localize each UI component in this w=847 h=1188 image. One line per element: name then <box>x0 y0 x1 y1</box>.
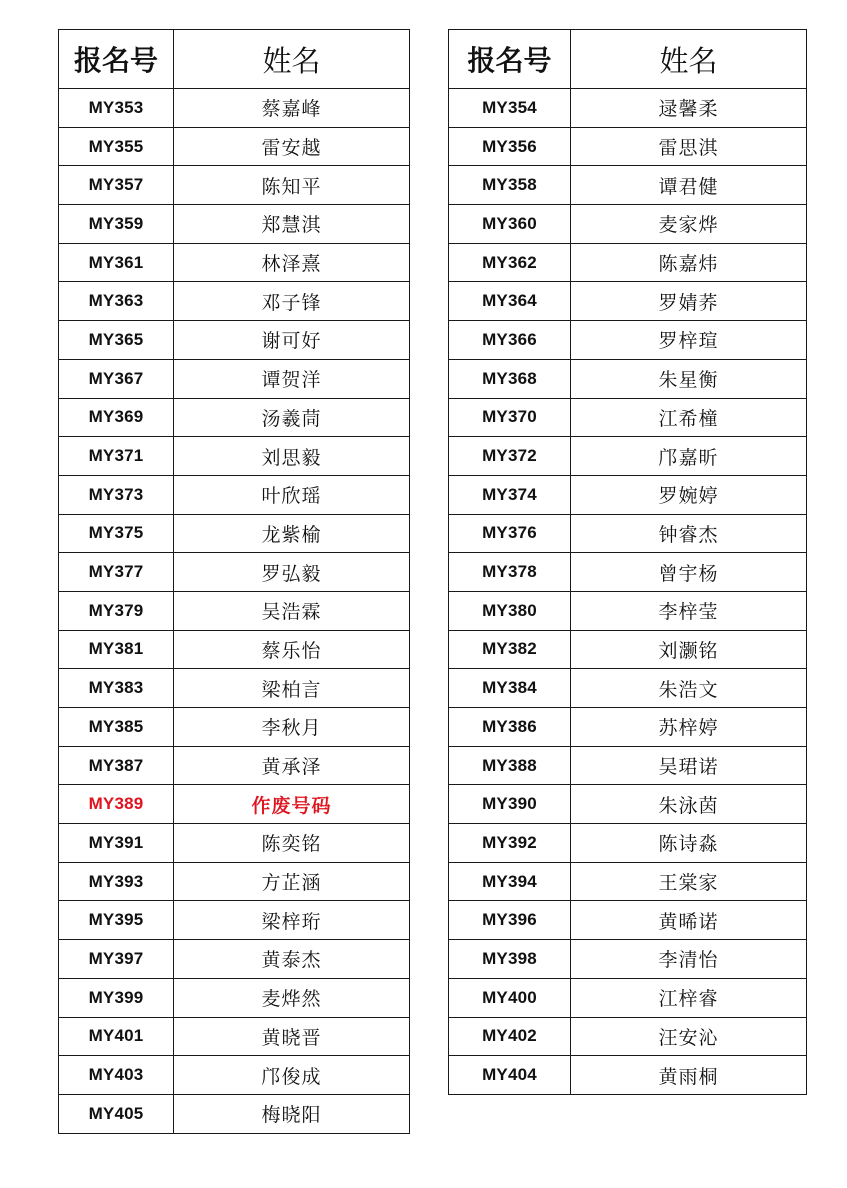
student-name: 朱浩文 <box>571 669 807 708</box>
header-row <box>449 30 807 89</box>
registration-number: MY363 <box>59 282 174 321</box>
student-name: 雷安越 <box>174 127 410 166</box>
registration-number: MY356 <box>449 127 571 166</box>
header-registration-number: 报名号 <box>449 30 571 89</box>
registration-number: MY366 <box>449 321 571 360</box>
registration-number: MY383 <box>59 669 174 708</box>
student-name: 林泽熹 <box>174 243 410 282</box>
table-row <box>59 824 410 863</box>
student-name: 邝俊成 <box>174 1056 410 1095</box>
registration-number: MY380 <box>449 591 571 630</box>
table-row <box>449 475 807 514</box>
table-row <box>59 746 410 785</box>
table-row <box>59 398 410 437</box>
student-name: 罗梓瑄 <box>571 321 807 360</box>
header-name: 姓名 <box>571 30 807 89</box>
table-row-void <box>59 785 410 824</box>
student-name: 李秋月 <box>174 708 410 747</box>
table-row <box>59 243 410 282</box>
table-row <box>449 398 807 437</box>
student-name: 郑慧淇 <box>174 205 410 244</box>
table-row <box>449 824 807 863</box>
student-name: 苏梓婷 <box>571 708 807 747</box>
registration-number: MY367 <box>59 359 174 398</box>
student-name: 逯馨柔 <box>571 89 807 128</box>
student-name: 黄晓晋 <box>174 1017 410 1056</box>
student-name: 谢可好 <box>174 321 410 360</box>
table-row <box>449 282 807 321</box>
student-name: 黄雨桐 <box>571 1056 807 1095</box>
registration-number: MY392 <box>449 824 571 863</box>
table-row <box>59 978 410 1017</box>
student-name: 梅晓阳 <box>174 1094 410 1133</box>
table-row <box>449 978 807 1017</box>
table-row <box>59 282 410 321</box>
student-name: 陈知平 <box>174 166 410 205</box>
table-row <box>59 475 410 514</box>
table-row <box>449 669 807 708</box>
registration-number: MY396 <box>449 901 571 940</box>
student-name: 吴珺诺 <box>571 746 807 785</box>
registration-number: MY355 <box>59 127 174 166</box>
table-row <box>59 514 410 553</box>
student-name: 朱星衡 <box>571 359 807 398</box>
student-name: 李梓莹 <box>571 591 807 630</box>
table-row <box>59 901 410 940</box>
student-name: 谭君健 <box>571 166 807 205</box>
student-name: 江希橦 <box>571 398 807 437</box>
student-name: 谭贺洋 <box>174 359 410 398</box>
registration-number: MY386 <box>449 708 571 747</box>
table-row <box>59 205 410 244</box>
table-row <box>449 1056 807 1095</box>
student-name: 罗婧荞 <box>571 282 807 321</box>
table-row <box>449 127 807 166</box>
student-name: 邝嘉昕 <box>571 437 807 476</box>
table-row <box>449 166 807 205</box>
registration-number: MY371 <box>59 437 174 476</box>
student-name: 黄泰杰 <box>174 940 410 979</box>
student-name: 李清怡 <box>571 940 807 979</box>
registration-number: MY377 <box>59 553 174 592</box>
student-name: 邓子锋 <box>174 282 410 321</box>
registration-number: MY379 <box>59 591 174 630</box>
student-name: 龙紫榆 <box>174 514 410 553</box>
registration-number: MY365 <box>59 321 174 360</box>
table-row <box>59 166 410 205</box>
header-name: 姓名 <box>174 30 410 89</box>
student-name: 麦家烨 <box>571 205 807 244</box>
registration-number: MY375 <box>59 514 174 553</box>
registration-number: MY354 <box>449 89 571 128</box>
student-name: 罗婉婷 <box>571 475 807 514</box>
roster-table-left <box>58 29 410 1134</box>
registration-number: MY378 <box>449 553 571 592</box>
registration-number: MY397 <box>59 940 174 979</box>
table-row <box>449 553 807 592</box>
roster-body-right <box>449 89 807 1095</box>
registration-number: MY393 <box>59 862 174 901</box>
student-name: 汤羲茼 <box>174 398 410 437</box>
table-row <box>449 437 807 476</box>
registration-number: MY400 <box>449 978 571 1017</box>
table-row <box>449 359 807 398</box>
table-row <box>59 1017 410 1056</box>
student-name: 叶欣瑶 <box>174 475 410 514</box>
student-name: 曾宇杨 <box>571 553 807 592</box>
student-name: 蔡嘉峰 <box>174 89 410 128</box>
roster-body-left <box>59 89 410 1134</box>
header-registration-number: 报名号 <box>59 30 174 89</box>
registration-number: MY402 <box>449 1017 571 1056</box>
registration-number: MY385 <box>59 708 174 747</box>
table-row <box>449 746 807 785</box>
table-row <box>59 437 410 476</box>
student-name: 陈奕铭 <box>174 824 410 863</box>
table-row <box>449 1017 807 1056</box>
table-row <box>449 940 807 979</box>
table-row <box>449 243 807 282</box>
table-row <box>449 862 807 901</box>
table-row <box>449 205 807 244</box>
registration-number: MY394 <box>449 862 571 901</box>
registration-number: MY368 <box>449 359 571 398</box>
registration-number: MY390 <box>449 785 571 824</box>
registration-number: MY374 <box>449 475 571 514</box>
header-row <box>59 30 410 89</box>
table-row <box>59 321 410 360</box>
student-name: 蔡乐怡 <box>174 630 410 669</box>
student-name: 陈嘉炜 <box>571 243 807 282</box>
table-row <box>449 785 807 824</box>
table-row <box>449 89 807 128</box>
student-name: 方芷涵 <box>174 862 410 901</box>
student-name: 汪安沁 <box>571 1017 807 1056</box>
registration-number: MY358 <box>449 166 571 205</box>
registration-number: MY357 <box>59 166 174 205</box>
registration-number: MY395 <box>59 901 174 940</box>
student-name: 罗弘毅 <box>174 553 410 592</box>
void-number-label: 作废号码 <box>174 785 410 824</box>
student-name: 黄承泽 <box>174 746 410 785</box>
student-name: 梁柏言 <box>174 669 410 708</box>
table-row <box>59 630 410 669</box>
registration-number: MY373 <box>59 475 174 514</box>
registration-number: MY360 <box>449 205 571 244</box>
student-name: 麦烨然 <box>174 978 410 1017</box>
registration-number: MY405 <box>59 1094 174 1133</box>
registration-number: MY370 <box>449 398 571 437</box>
registration-number: MY372 <box>449 437 571 476</box>
table-row <box>59 553 410 592</box>
table-row <box>59 669 410 708</box>
registration-number: MY404 <box>449 1056 571 1095</box>
registration-number: MY381 <box>59 630 174 669</box>
table-row <box>449 321 807 360</box>
table-row <box>59 359 410 398</box>
table-row <box>59 591 410 630</box>
roster-table-right <box>448 29 807 1095</box>
registration-number: MY401 <box>59 1017 174 1056</box>
registration-number: MY399 <box>59 978 174 1017</box>
table-row <box>59 89 410 128</box>
student-name: 梁梓珩 <box>174 901 410 940</box>
table-row <box>449 708 807 747</box>
student-name: 王棠家 <box>571 862 807 901</box>
registration-number: MY391 <box>59 824 174 863</box>
student-name: 江梓睿 <box>571 978 807 1017</box>
table-row <box>59 708 410 747</box>
student-name: 陈诗淼 <box>571 824 807 863</box>
table-row <box>59 940 410 979</box>
table-row <box>449 901 807 940</box>
registration-number: MY369 <box>59 398 174 437</box>
registration-number: MY362 <box>449 243 571 282</box>
registration-number: MY382 <box>449 630 571 669</box>
registration-number: MY353 <box>59 89 174 128</box>
student-name: 刘思毅 <box>174 437 410 476</box>
registration-number: MY359 <box>59 205 174 244</box>
student-name: 刘灏铭 <box>571 630 807 669</box>
registration-number: MY364 <box>449 282 571 321</box>
student-name: 雷思淇 <box>571 127 807 166</box>
registration-number: MY384 <box>449 669 571 708</box>
registration-number: MY389 <box>59 785 174 824</box>
registration-number: MY398 <box>449 940 571 979</box>
registration-number: MY388 <box>449 746 571 785</box>
student-name: 吴浩霖 <box>174 591 410 630</box>
registration-number: MY387 <box>59 746 174 785</box>
table-row <box>449 630 807 669</box>
table-row <box>449 591 807 630</box>
table-row <box>59 862 410 901</box>
registration-number: MY361 <box>59 243 174 282</box>
student-name: 钟睿杰 <box>571 514 807 553</box>
student-name: 朱泳茵 <box>571 785 807 824</box>
table-row <box>59 127 410 166</box>
table-row <box>59 1094 410 1133</box>
table-row <box>449 514 807 553</box>
student-name: 黄晞诺 <box>571 901 807 940</box>
registration-number: MY376 <box>449 514 571 553</box>
table-row <box>59 1056 410 1095</box>
registration-number: MY403 <box>59 1056 174 1095</box>
